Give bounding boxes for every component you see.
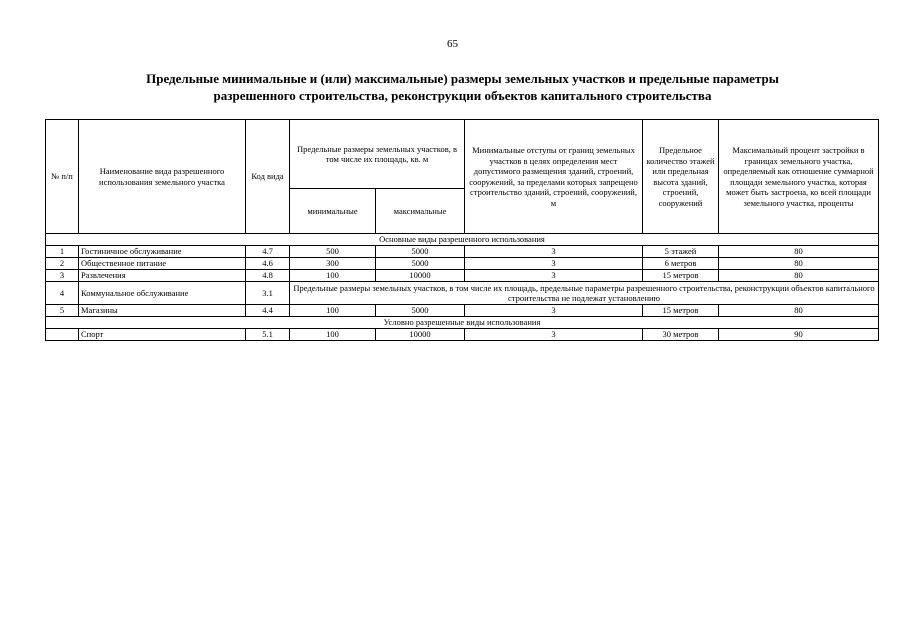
cell-coverage: 80 <box>719 305 879 317</box>
cell-min: 100 <box>290 305 376 317</box>
header-sizes: Предельные размеры земельных участков, в том числе их площадь, кв. м <box>290 120 465 189</box>
cell-num: 3 <box>46 270 79 282</box>
document-title <box>60 70 865 104</box>
cell-coverage: 90 <box>719 329 879 341</box>
cell-name: Общественное питание <box>79 258 246 270</box>
cell-height: 15 метров <box>643 305 719 317</box>
title-line-2: разрешенного строительства, реконструкции объектов капитального строительства <box>213 88 712 103</box>
cell-height: 6 метров <box>643 258 719 270</box>
cell-setback: 3 <box>465 329 643 341</box>
cell-max: 5000 <box>376 246 465 258</box>
cell-code: 4.7 <box>246 246 290 258</box>
cell-code: 4.4 <box>246 305 290 317</box>
cell-code: 4.6 <box>246 258 290 270</box>
cell-coverage: 80 <box>719 270 879 282</box>
cell-coverage: 80 <box>719 246 879 258</box>
cell-setback: 3 <box>465 258 643 270</box>
cell-min: 300 <box>290 258 376 270</box>
cell-min: 100 <box>290 329 376 341</box>
cell-name: Магазины <box>79 305 246 317</box>
cell-max: 5000 <box>376 305 465 317</box>
cell-num <box>46 329 79 341</box>
cell-name: Спорт <box>79 329 246 341</box>
header-max: максимальные <box>376 189 465 234</box>
cell-num: 1 <box>46 246 79 258</box>
page-number: 65 <box>447 38 458 50</box>
section-main-label: Основные виды разрешенного использования <box>46 234 879 246</box>
table-row <box>46 246 879 258</box>
cell-num: 4 <box>46 282 79 305</box>
cell-code: 5.1 <box>246 329 290 341</box>
cell-setback: 3 <box>465 246 643 258</box>
parameters-table <box>45 119 879 341</box>
table-row <box>46 305 879 317</box>
cell-code: 3.1 <box>246 282 290 305</box>
cell-max: 5000 <box>376 258 465 270</box>
table-row <box>46 258 879 270</box>
cell-coverage: 80 <box>719 258 879 270</box>
cell-height: 30 метров <box>643 329 719 341</box>
cell-max: 10000 <box>376 270 465 282</box>
table-row <box>46 270 879 282</box>
table-row <box>46 329 879 341</box>
header-floors: Предельное количество этажей или предельная высота зданий, строений, сооружений <box>643 120 719 234</box>
cell-setback: 3 <box>465 270 643 282</box>
cell-code: 4.8 <box>246 270 290 282</box>
header-row-1 <box>46 120 879 189</box>
title-line-1: Предельные минимальные и (или) максимальные) размеры земельных участков и предельные параметры <box>146 71 779 86</box>
cell-max: 10000 <box>376 329 465 341</box>
cell-height: 5 этажей <box>643 246 719 258</box>
cell-num: 2 <box>46 258 79 270</box>
table-row <box>46 282 879 305</box>
section-conditional-row <box>46 317 879 329</box>
header-num: № п/п <box>46 120 79 234</box>
section-conditional-label: Условно разрешенные виды использования <box>46 317 879 329</box>
header-setbacks: Минимальные отступы от границ земельных участков в целях определения мест допустимого размещения зданий, строений, сооружений, за пределами которых запрещено строительство зданий, строений, сооружений, м <box>465 120 643 234</box>
cell-not-applicable-note: Предельные размеры земельных участков, в том числе их площадь, предельные параметры разрешенного строительства, реконструкции объектов капитального строительства не подлежат установлению <box>290 282 879 305</box>
cell-min: 500 <box>290 246 376 258</box>
cell-name: Развлечения <box>79 270 246 282</box>
cell-min: 100 <box>290 270 376 282</box>
section-main-row <box>46 234 879 246</box>
cell-height: 15 метров <box>643 270 719 282</box>
cell-name: Гостиничное обслуживание <box>79 246 246 258</box>
header-code: Код вида <box>246 120 290 234</box>
header-name: Наименование вида разрешенного использования земельного участка <box>79 120 246 234</box>
cell-num: 5 <box>46 305 79 317</box>
cell-setback: 3 <box>465 305 643 317</box>
header-coverage: Максимальный процент застройки в границах земельного участка, определяемый как отношение суммарной площади земельного участка, которая может быть застроена, ко всей площади земельного участка, проценты <box>719 120 879 234</box>
header-min: минимальные <box>290 189 376 234</box>
cell-name: Коммунальное обслуживание <box>79 282 246 305</box>
